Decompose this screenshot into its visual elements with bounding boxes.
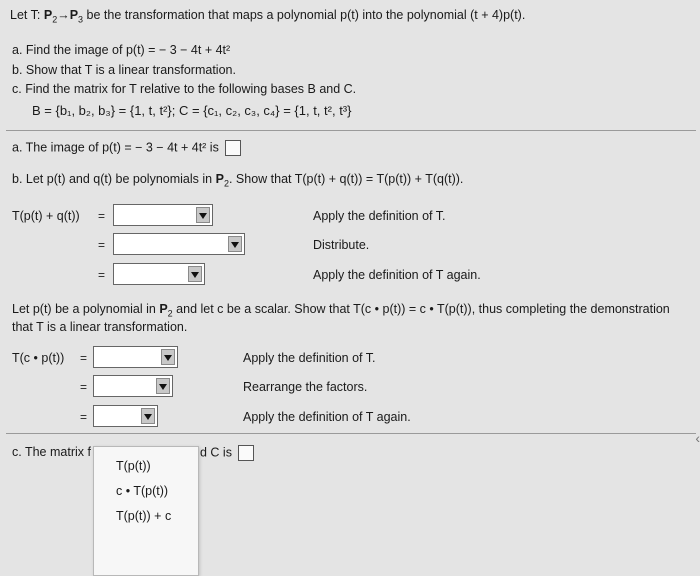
equals-sign: = — [80, 380, 88, 394]
equals-sign: = — [80, 351, 88, 365]
step-description: Apply the definition of T. — [313, 209, 446, 223]
chevron-down-icon — [188, 266, 202, 282]
chevron-down-icon — [141, 408, 155, 424]
step-description: Rearrange the factors. — [243, 380, 368, 394]
part-a-prompt: a. Find the image of p(t) = − 3 − 4t + 4t² — [12, 43, 231, 57]
homogeneity-step1-dropdown[interactable] — [93, 346, 178, 368]
dropdown-option[interactable]: T(p(t)) + c — [116, 509, 172, 523]
chevron-down-icon — [228, 236, 242, 252]
part-c-prompt: c. Find the matrix for T relative to the following bases B and C. — [12, 82, 357, 96]
additivity-lhs: T(p(t) + q(t)) — [12, 209, 80, 223]
homogeneity-lhs: T(c • p(t)) — [12, 351, 65, 365]
step-description: Apply the definition of T. — [243, 351, 376, 365]
answer-c-right: d C is — [200, 445, 254, 461]
step-description: Apply the definition of T again. — [313, 268, 481, 282]
homogeneity-intro-line2: that T is a linear transformation. — [12, 320, 188, 334]
answer-b-intro: b. Let p(t) and q(t) be polynomials in $P_2$. Show that T(p(t) + q(t)) = T(p(t)) + T(q(t)). — [12, 172, 464, 189]
step-description: Distribute. — [313, 238, 370, 252]
additivity-step2-dropdown[interactable] — [113, 233, 245, 255]
dropdown-option[interactable]: T(p(t)) — [116, 459, 151, 473]
answer-c-left: c. The matrix f — [12, 445, 91, 459]
equals-sign: = — [98, 238, 106, 252]
intro-line: Let T: $P_2\to P_3$ be the transformation that maps a polynomial p(t) into the polynomial (t + 4)p(t). — [10, 8, 526, 25]
equals-sign: = — [98, 268, 106, 282]
chevron-down-icon — [161, 349, 175, 365]
dropdown-option[interactable]: c • T(p(t)) — [116, 484, 169, 498]
answer-c-input[interactable] — [238, 445, 254, 461]
chevron-left-icon[interactable]: ‹ — [695, 430, 700, 446]
chevron-down-icon — [196, 207, 210, 223]
equals-sign: = — [98, 209, 106, 223]
chevron-down-icon — [156, 378, 170, 394]
bases-definition: B = {b₁, b₂, b₃} = {1, t, t²}; C = {c₁, c₂, c₃, c₄} = {1, t, t², t³} — [32, 103, 352, 118]
equals-sign: = — [80, 410, 88, 424]
answer-a-input[interactable] — [225, 140, 241, 156]
divider — [6, 130, 696, 131]
step-description: Apply the definition of T again. — [243, 410, 411, 424]
part-b-prompt: b. Show that T is a linear transformation. — [12, 63, 236, 77]
additivity-step1-dropdown[interactable] — [113, 204, 213, 226]
additivity-step3-dropdown[interactable] — [113, 263, 205, 285]
homogeneity-intro: Let p(t) be a polynomial in $P_2$ and let c be a scalar. Show that T(c • p(t)) = c • T(p(t)), thus completing the demonstration — [12, 302, 670, 319]
dropdown-menu — [93, 446, 199, 576]
divider — [6, 433, 696, 434]
homogeneity-step2-dropdown[interactable] — [93, 375, 173, 397]
homogeneity-step3-dropdown[interactable] — [93, 405, 158, 427]
answer-a-line: a. The image of p(t) = − 3 − 4t + 4t² is — [12, 140, 241, 156]
